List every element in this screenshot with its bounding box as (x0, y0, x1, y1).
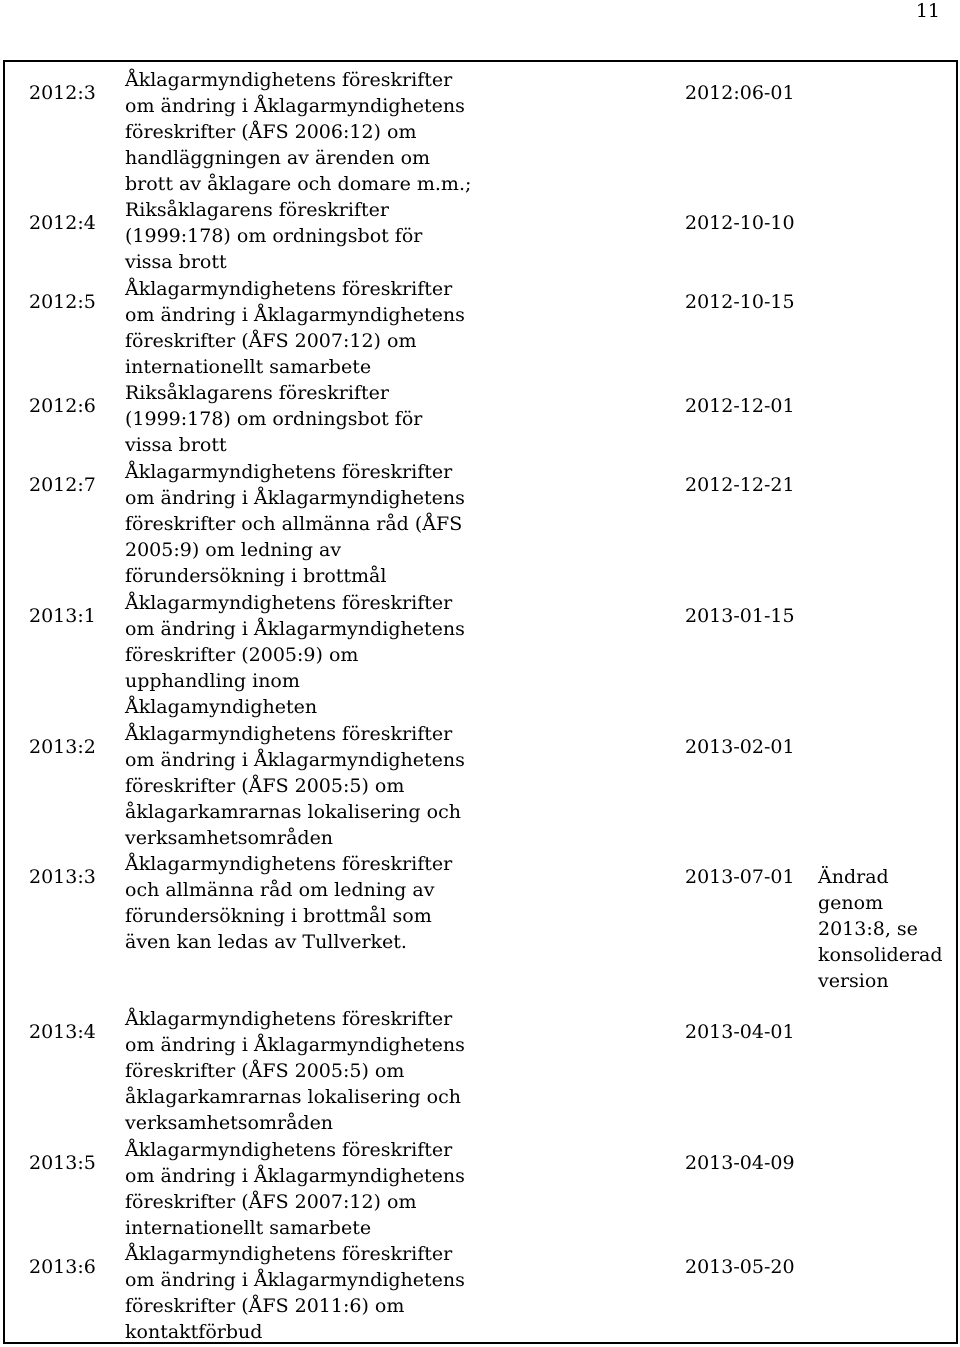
regulation-title: Åklagarmyndighetens föreskrifter om ändring i Åklagarmyndighetens föreskrifter (ÅFS 2011:6) om kontaktförbud (125, 1243, 465, 1343)
regulation-date: 2012-12-01 (685, 395, 795, 417)
regulation-date: 2013-07-01 (685, 866, 795, 888)
regulation-number: 2013:3 (29, 866, 96, 888)
regulation-number: 2013:4 (29, 1021, 96, 1043)
regulation-note: Ändrad genom 2013:8, se konsoliderad version (818, 866, 943, 992)
regulation-title: Åklagarmyndighetens föreskrifter om ändring i Åklagarmyndighetens föreskrifter (ÅFS 2007:12) om internationellt samarbete (125, 1139, 465, 1239)
regulation-date: 2012-12-21 (685, 474, 795, 496)
regulation-title: Åklagarmyndighetens föreskrifter om ändring i Åklagarmyndighetens föreskrifter (2005:9) om upphandling inom Åklagamyndigheten (125, 592, 465, 718)
regulation-number: 2013:6 (29, 1256, 96, 1278)
regulation-number: 2013:1 (29, 605, 96, 627)
regulation-title: Åklagarmyndighetens föreskrifter om ändring i Åklagarmyndighetens föreskrifter (ÅFS 2005:5) om åklagarkamrarnas lokalisering och verksamhetsområden (125, 1008, 465, 1134)
regulation-title: Riksåklagarens föreskrifter (1999:178) om ordningsbot för vissa brott (125, 382, 423, 456)
regulation-date: 2013-02-01 (685, 736, 795, 758)
regulation-title: Åklagarmyndighetens föreskrifter och allmänna råd om ledning av förundersökning i brottmål som även kan ledas av Tullverket. (125, 853, 453, 953)
regulation-date: 2012-10-10 (685, 212, 795, 234)
regulation-number: 2012:7 (29, 474, 96, 496)
regulation-number: 2012:6 (29, 395, 96, 417)
regulation-title: Åklagarmyndighetens föreskrifter om ändring i Åklagarmyndighetens föreskrifter och allmänna råd (ÅFS 2005:9) om ledning av förundersökning i brottmål (125, 461, 465, 587)
regulation-title: Åklagarmyndighetens föreskrifter om ändring i Åklagarmyndighetens föreskrifter (ÅFS 2005:5) om åklagarkamrarnas lokalisering och verksamhetsområden (125, 723, 465, 849)
regulation-date: 2013-04-09 (685, 1152, 795, 1174)
regulation-title: Åklagarmyndighetens föreskrifter om ändring i Åklagarmyndighetens föreskrifter (ÅFS 2007:12) om internationellt samarbete (125, 278, 465, 378)
regulation-number: 2012:3 (29, 82, 96, 104)
regulation-date: 2012:06-01 (685, 82, 795, 104)
regulation-number: 2012:4 (29, 212, 96, 234)
regulation-title: Åklagarmyndighetens föreskrifter om ändring i Åklagarmyndighetens föreskrifter (ÅFS 2006:12) om handläggningen av ärenden om brott av åklagare och domare m.m.; (125, 69, 472, 195)
regulation-date: 2013-04-01 (685, 1021, 795, 1043)
regulation-date: 2013-01-15 (685, 605, 795, 627)
regulation-date: 2012-10-15 (685, 291, 795, 313)
regulation-number: 2013:5 (29, 1152, 96, 1174)
regulation-title: Riksåklagarens föreskrifter (1999:178) om ordningsbot för vissa brott (125, 199, 423, 273)
regulations-table (3, 60, 958, 1344)
page-number: 11 (915, 0, 940, 22)
regulation-date: 2013-05-20 (685, 1256, 795, 1278)
regulation-number: 2013:2 (29, 736, 96, 758)
regulation-number: 2012:5 (29, 291, 96, 313)
